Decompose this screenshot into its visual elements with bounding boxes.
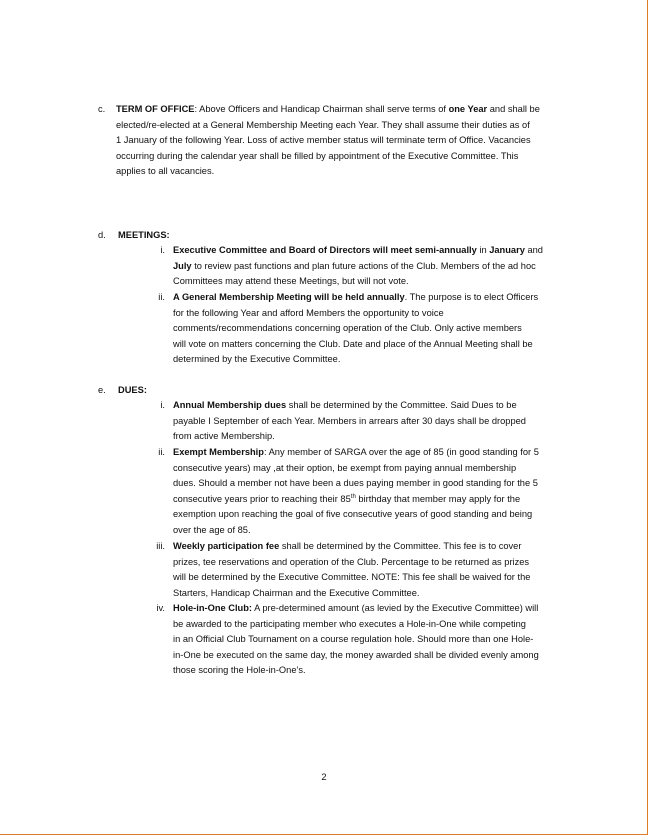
text-line	[173, 398, 526, 414]
text-line	[116, 102, 540, 118]
dues-item-number: i.	[160, 400, 165, 410]
dues-item-3	[173, 539, 530, 601]
text-line	[173, 461, 539, 477]
text-line	[173, 648, 539, 664]
body-text: those scoring the Hole-in-One’s.	[173, 665, 306, 676]
body-text: will be determined by the Executive Committee. NOTE: This fee shall be waived for the	[173, 572, 531, 583]
dues-item-number: iv.	[156, 603, 165, 613]
text-line	[173, 523, 539, 539]
body-text: Committees may attend these Meetings, but will not vote.	[173, 276, 409, 287]
text-line	[173, 663, 539, 679]
bold-text: Annual Membership dues	[173, 400, 287, 410]
meetings-item-1	[173, 243, 543, 290]
text-line	[173, 306, 538, 322]
body-text: in an Official Club Tournament on a course regulation hole. Should more than one Hole-	[173, 634, 534, 645]
body-text: . The purpose is to elect Officers	[404, 292, 539, 302]
text-line	[173, 259, 543, 275]
superscript-text: th	[350, 493, 356, 500]
text-line	[173, 617, 539, 633]
body-text: and shall be	[487, 104, 540, 114]
body-text: shall be determined by the Committee. This fee is to cover	[279, 541, 522, 551]
bold-text: one Year	[448, 104, 488, 114]
body-text: elected/re-elected at a General Membership Meeting each Year. They shall assume their duties as of	[116, 119, 530, 130]
dues-item-2	[173, 445, 539, 539]
meetings-item-number: ii.	[158, 292, 165, 302]
body-text: Starters, Handicap Chairman and the Executive Committee.	[173, 587, 420, 598]
bold-text: Hole-in-One Club:	[173, 603, 253, 613]
body-text: birthday that member may apply for the	[355, 493, 521, 504]
section-d-letter: d.	[98, 230, 106, 240]
text-line	[173, 445, 539, 461]
body-text: prizes, tee reservations and operation of the Club. Percentage to be returned as prizes	[173, 556, 530, 567]
text-line	[173, 539, 530, 555]
text-line	[173, 507, 539, 523]
text-line	[173, 274, 543, 290]
text-line	[173, 352, 538, 368]
section-d-heading: MEETINGS:	[118, 230, 170, 240]
body-text: will vote on matters concerning the Club. Date and place of the Annual Meeting shall be	[173, 338, 533, 349]
body-text: from active Membership.	[173, 431, 275, 442]
body-text: in	[476, 245, 490, 255]
section-e-heading: DUES:	[118, 385, 147, 395]
section-c-paragraph	[116, 102, 540, 180]
body-text: occurring during the calendar year shall be filled by appointment of the Executive Committee. This	[116, 150, 519, 161]
body-text: payable I September of each Year. Members in arrears after 30 days shall be dropped	[173, 415, 526, 426]
body-text: shall be determined by the Committee. Said Dues to be	[286, 400, 517, 410]
page-number: 2	[321, 772, 327, 782]
dues-item-1	[173, 398, 526, 445]
body-text: consecutive years) may ,at their option, be exempt from paying annual membership	[173, 462, 517, 473]
text-line	[173, 414, 526, 430]
bold-text: Exempt Membership	[173, 447, 264, 457]
text-line	[173, 555, 530, 571]
body-text: in-One be executed on the same day, the money awarded shall be divided evenly among	[173, 649, 539, 660]
body-text: applies to all vacancies.	[116, 166, 215, 177]
body-text: dues. Should a member not have been a dues paying member in good standing for the 5	[173, 478, 538, 489]
body-text: 1 January of the following Year. Loss of active member status will terminate term of Office. Vacancies	[116, 135, 531, 146]
body-text: : Above Officers and Handicap Chairman shall serve terms of	[194, 104, 449, 114]
text-line	[173, 429, 526, 445]
body-text: consecutive years prior to reaching their 85	[173, 493, 351, 504]
text-line	[173, 570, 530, 586]
body-text: over the age of 85.	[173, 524, 251, 535]
text-line	[173, 321, 538, 337]
body-text: and	[524, 245, 543, 255]
bold-text: TERM OF OFFICE	[116, 104, 195, 114]
body-text: to review past functions and plan future actions of the Club. Members of the ad hoc	[191, 260, 536, 271]
section-c-letter: c.	[98, 104, 106, 114]
bold-text: Executive Committee and Board of Directors will meet semi-annually	[173, 245, 477, 255]
bold-text: July	[173, 260, 192, 271]
text-line	[173, 243, 543, 259]
body-text: be awarded to the participating member who executes a Hole-in-One while competing	[173, 618, 526, 629]
body-text: for the following Year and afford Members the opportunity to voice	[173, 307, 444, 318]
text-line	[116, 164, 540, 180]
body-text: comments/recommendations concerning operation of the Club. Only active members	[173, 323, 522, 334]
bold-text: A General Membership Meeting will be held annually	[173, 292, 405, 302]
text-line	[173, 601, 539, 617]
text-line	[173, 290, 538, 306]
section-e-letter: e.	[98, 385, 106, 395]
bold-text: Weekly participation fee	[173, 541, 280, 551]
body-text: A pre-determined amount (as levied by the Executive Committee) will	[252, 603, 539, 613]
body-text: : Any member of SARGA over the age of 85 (in good standing for 5	[263, 447, 539, 457]
body-text: exemption upon reaching the goal of five consecutive years of good standing and being	[173, 509, 533, 520]
text-line	[173, 337, 538, 353]
meetings-item-number: i.	[160, 245, 165, 255]
meetings-item-2	[173, 290, 538, 368]
text-line	[116, 149, 540, 165]
body-text: determined by the Executive Committee.	[173, 354, 341, 365]
text-line	[173, 632, 539, 648]
text-line	[173, 492, 539, 508]
dues-item-number: iii.	[156, 541, 165, 551]
bold-text: January	[489, 245, 525, 255]
dues-item-4	[173, 601, 539, 679]
text-line	[173, 586, 530, 602]
dues-item-number: ii.	[158, 447, 165, 457]
text-line	[116, 133, 540, 149]
text-line	[116, 118, 540, 134]
text-line	[173, 476, 539, 492]
